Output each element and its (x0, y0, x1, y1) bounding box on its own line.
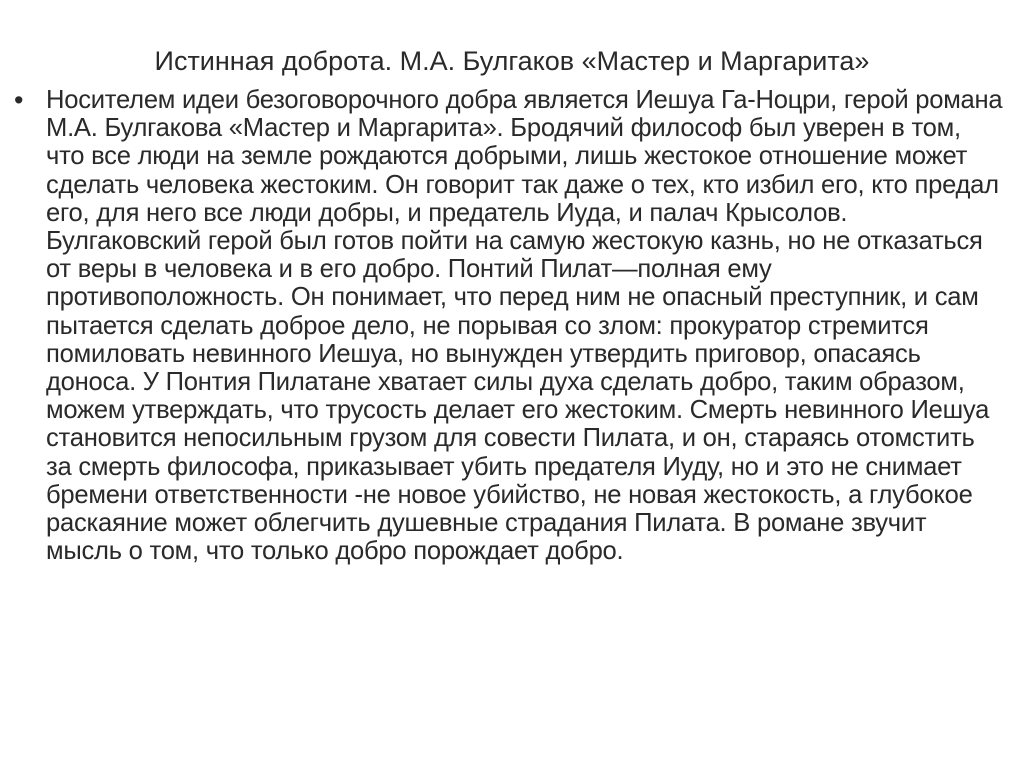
bullet-item (14, 86, 1004, 565)
bullet-icon: • (14, 85, 24, 115)
slide-title: Истинная доброта. М.А. Булгаков «Мастер и Маргарита» (154, 46, 870, 76)
bullet-text: Носителем идеи безоговорочного добра является Иешуа Га-Ноцри, герой романа М.А. Булгакова «Мастер и Маргарита». Бродячий философ был уверен в том, что все люди на земле рождаются добрыми, лишь жестокое отношение может сделать человека жестоким. Он говорит так даже о тех, кто избил его, кто предал его, для него все люди добры, и предатель Иуда, и палач Крысолов. Булгаковский герой был готов пойти на самую жестокую казнь, но не отказаться от веры в человека и в его добро. Понтий Пилат—полная ему противоположность. Он понимает, что перед ним не опасный преступник, и сам пытается сделать доброе дело, не порывая со злом: прокуратор стремится помиловать невинного Иешуа, но вынужден утвердить приговор, опасаясь доноса. У Понтия Пилатане хватает силы духа сделать добро, таким образом, можем утверждать, что трусость делает его жестоким. Смерть невинного Иешуа становится непосильным грузом для совести Пилата, и он, стараясь отомстить за смерть философа, приказывает убить предателя Иуду, но и это не снимает бремени ответственности -не новое убийство, не новая жестокость, а глубокое раскаяние может облегчить душевные страдания Пилата. В романе звучит мысль о том, что только добро порождает добро. (46, 86, 1003, 566)
